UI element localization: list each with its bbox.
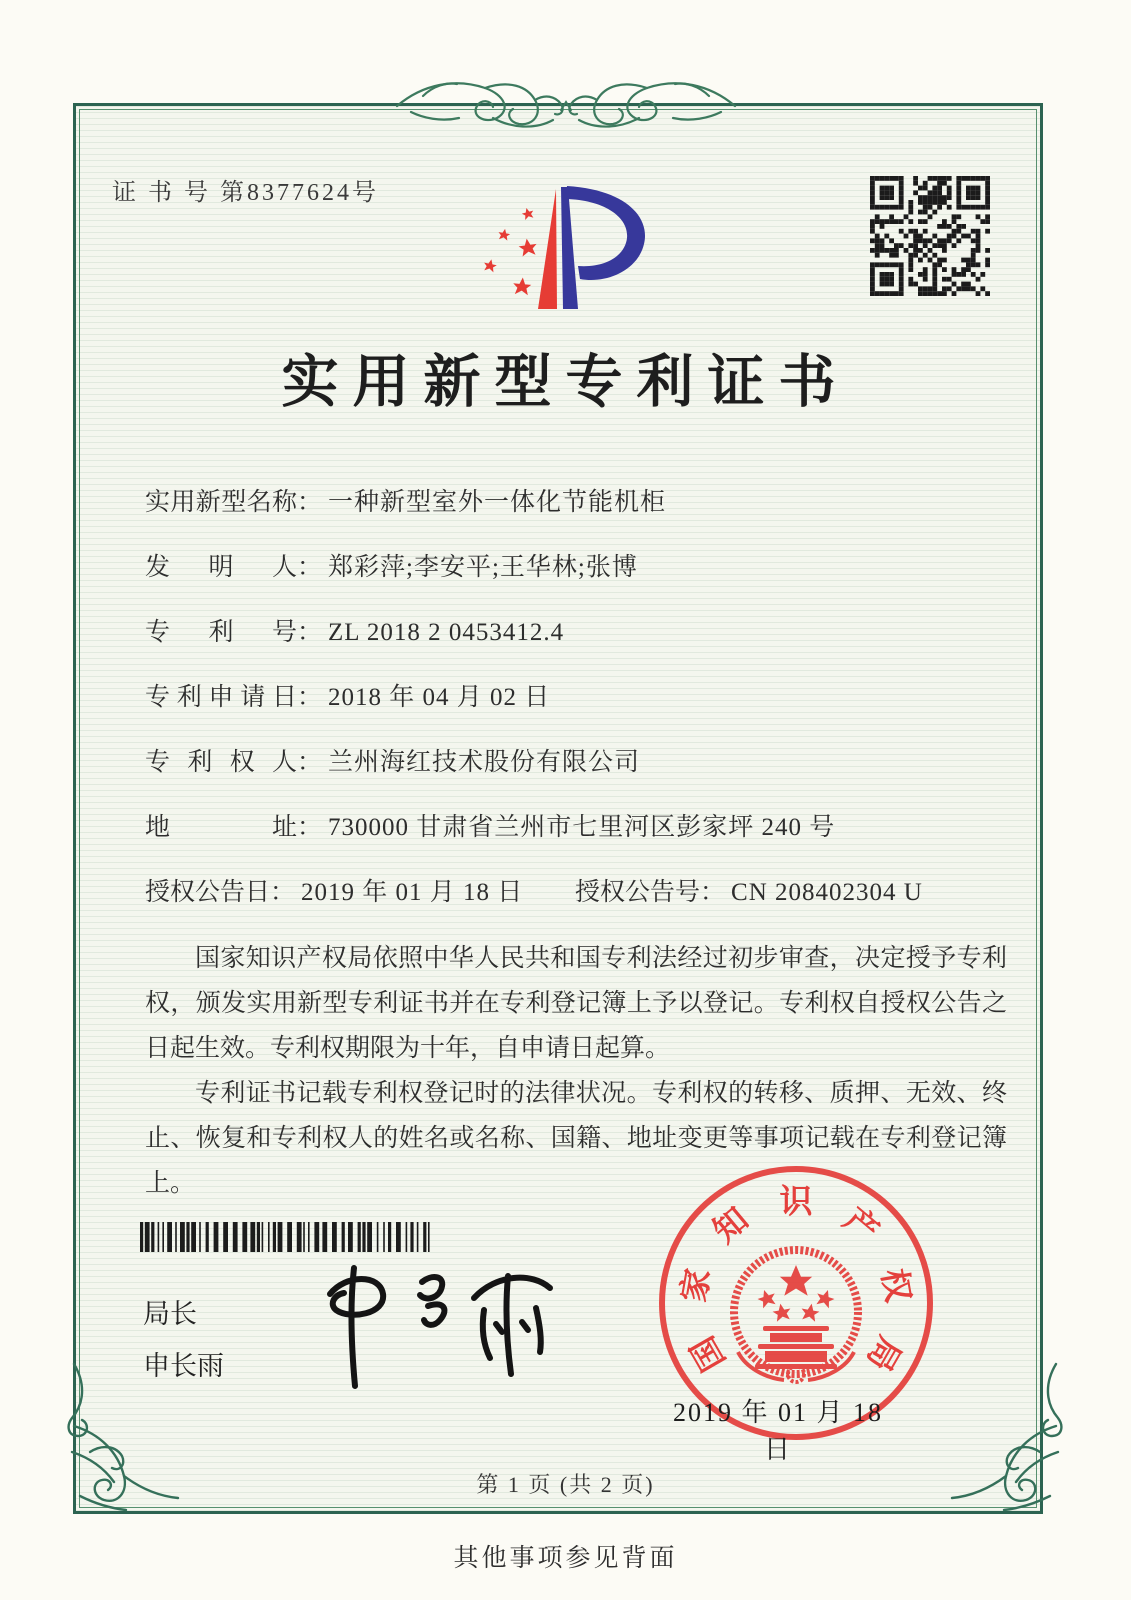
field-value: 一种新型室外一体化节能机柜 [328,489,667,516]
grant-number-label: 授权公告号 [575,879,701,906]
seal-character: 识 [779,1184,813,1221]
back-side-note: 其他事项参见背面 [453,1545,678,1572]
field-patentee [145,746,1025,780]
grant-date-label: 授权公告日 [145,879,271,906]
field-colon: ： [297,749,323,776]
field-label: 发明人 [145,554,297,581]
field-grant-row [145,876,1025,910]
field-inventor [145,551,1025,585]
field-utility-model-name [145,486,1025,520]
field-value: 郑彩萍;李安平;王华林;张博 [328,554,638,581]
field-address [145,811,1025,845]
field-value: ZL 2018 2 0453412.4 [328,619,565,646]
field-colon: ： [297,814,323,841]
seal-character: 家 [676,1266,718,1305]
field-patent-number [145,616,1025,650]
legal-paragraph: 国家知识产权局依照中华人民共和国专利法经过初步审查，决定授予专利权，颁发实用新型专利证书并在专利登记簿上予以登记。专利权自授权公告之日起生效。专利权期限为十年，自申请日起算。 [145,945,1007,1062]
corner-flourish-icon [60,1356,190,1526]
seal-character: 国 [685,1329,733,1377]
field-colon: ： [297,619,323,646]
field-label: 专利申请日 [145,684,297,711]
field-label: 专利号 [145,619,297,646]
field-value: 2018 年 04 月 02 日 [328,684,551,711]
certificate-title: 实用新型专利证书 [281,351,850,414]
dragon-ornament-icon [393,66,739,138]
field-colon: ： [297,554,323,581]
field-colon: ： [297,489,323,516]
field-label: 地址 [145,814,297,841]
seal-character: 权 [874,1266,916,1305]
seal-character: 产 [836,1201,885,1251]
field-colon: ： [700,879,726,906]
field-label: 专利权人 [145,749,297,776]
field-colon: ： [297,684,323,711]
field-label: 实用新型名称 [145,489,297,516]
commissioner-signature-icon [298,1248,588,1398]
grant-number-value: CN 208402304 U [731,879,923,906]
seal-character: 局 [859,1329,907,1377]
cnipa-logo-icon [452,160,687,318]
commissioner-name: 申长雨 [143,1351,224,1381]
field-value: 兰州海红技术股份有限公司 [328,749,641,776]
certificate-number: 证 书 号 第8377624号 [112,180,379,206]
page-indicator: 第 1 页 (共 2 页) [476,1472,655,1497]
legal-paragraph: 专利证书记载专利权登记时的法律状况。专利权的转移、质押、无效、终止、恢复和专利权人的姓名或名称、国籍、地址变更等事项记载在专利登记簿上。 [145,1080,1007,1197]
seal-date: 2019 年 01 月 18 日 [672,1398,883,1464]
seal-character: 知 [707,1201,756,1251]
grant-date-value: 2019 年 01 月 18 日 [301,879,524,906]
field-filing-date [145,681,1025,715]
field-value: 730000 甘肃省兰州市七里河区彭家坪 240 号 [328,814,836,841]
qr-code-icon [870,176,990,296]
corner-flourish-icon [940,1356,1070,1526]
field-colon: ： [270,879,296,906]
commissioner-title: 局长 [143,1299,197,1329]
